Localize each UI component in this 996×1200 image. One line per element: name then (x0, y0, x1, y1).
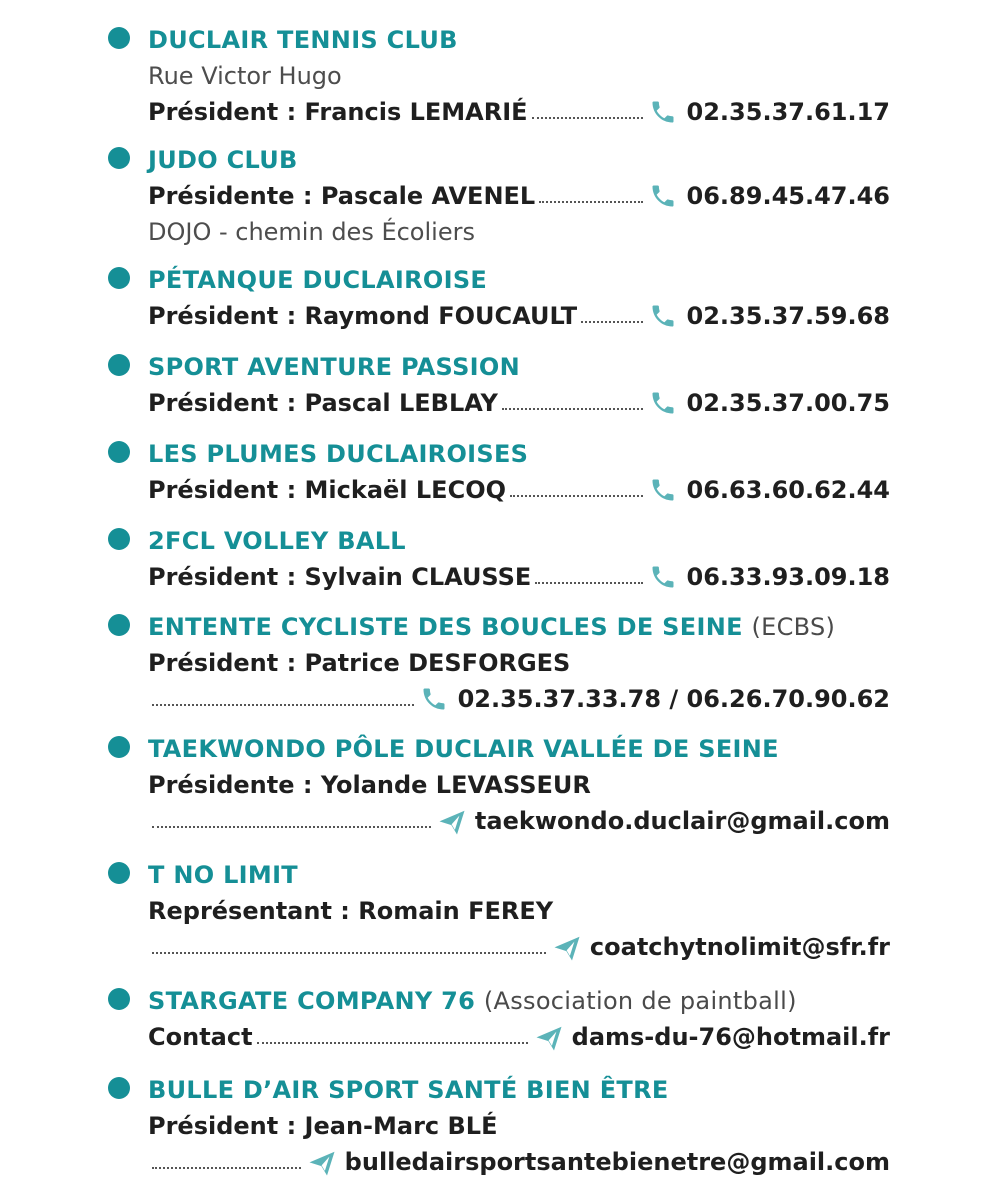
contact-person: Président : Jean-Marc BLÉ (148, 1112, 498, 1140)
club-details (148, 349, 890, 421)
club-name (148, 857, 890, 893)
contact-row (148, 472, 890, 508)
contact-person: Président : Patrice DESFORGES (148, 649, 571, 677)
contact-row (148, 94, 890, 130)
send-icon (552, 933, 580, 961)
club-name (148, 983, 890, 1019)
email-address[interactable]: bulledairsportsantebienetre@gmail.com (344, 1148, 890, 1176)
contact-row (148, 298, 890, 334)
club-details (148, 609, 890, 717)
contact-row (148, 1144, 890, 1180)
dotted-leader (152, 704, 414, 706)
dotted-leader (535, 582, 642, 584)
contact-person: Président : Raymond FOUCAULT (148, 302, 578, 330)
club-name (148, 436, 890, 472)
email-address[interactable]: dams-du-76@hotmail.fr (571, 1023, 890, 1051)
contact-person: Contact (148, 1023, 253, 1051)
contact-person: Représentant : Romain FEREY (148, 897, 554, 925)
phone-icon (649, 389, 677, 417)
phone-icon (649, 563, 677, 591)
dotted-leader (152, 1167, 301, 1169)
club-details (148, 1072, 890, 1180)
club-name-text: DUCLAIR TENNIS CLUB (148, 26, 458, 54)
bullet-icon (108, 988, 130, 1010)
contact-row (148, 559, 890, 595)
phone-number[interactable]: 06.63.60.62.44 (686, 476, 890, 504)
club-name (148, 1072, 890, 1108)
club-details (148, 142, 890, 250)
club-name-text: ENTENTE CYCLISTE DES BOUCLES DE SEINE (148, 613, 743, 641)
club-name-text: BULLE D’AIR SPORT SANTÉ BIEN ÊTRE (148, 1076, 669, 1104)
phone-number[interactable]: 02.35.37.33.78 / 06.26.70.90.62 (457, 685, 890, 713)
phone-icon (420, 685, 448, 713)
bullet-icon (108, 27, 130, 49)
bullet-icon (108, 354, 130, 376)
club-details (148, 857, 890, 965)
club-name (148, 22, 890, 58)
contact-row (148, 929, 890, 965)
club-name-text: JUDO CLUB (148, 146, 298, 174)
dotted-leader (502, 408, 643, 410)
club-details (148, 983, 890, 1055)
club-note: (Association de paintball) (483, 987, 797, 1015)
bullet-icon (108, 147, 130, 169)
phone-icon (649, 476, 677, 504)
contact-person: Président : Mickaël LECOQ (148, 476, 506, 504)
dotted-leader (257, 1042, 528, 1044)
club-details (148, 731, 890, 839)
contact-row (148, 385, 890, 421)
bullet-icon (108, 736, 130, 758)
bullet-icon (108, 1077, 130, 1099)
club-name (148, 142, 890, 178)
club-name-text: STARGATE COMPANY 76 (148, 987, 476, 1015)
phone-number[interactable]: 06.89.45.47.46 (686, 182, 890, 210)
club-name (148, 349, 890, 385)
phone-number[interactable]: 06.33.93.09.18 (686, 563, 890, 591)
phone-icon (649, 302, 677, 330)
contact-row (148, 178, 890, 214)
email-address[interactable]: taekwondo.duclair@gmail.com (474, 807, 890, 835)
club-note: (ECBS) (751, 613, 836, 641)
club-details (148, 262, 890, 334)
contact-person: Président : Pascal LEBLAY (148, 389, 498, 417)
dotted-leader (510, 495, 643, 497)
bullet-icon (108, 441, 130, 463)
contact-row (148, 681, 890, 717)
phone-number[interactable]: 02.35.37.00.75 (686, 389, 890, 417)
club-details (148, 22, 890, 130)
club-name (148, 731, 890, 767)
contact-row (148, 1019, 890, 1055)
bullet-icon (108, 862, 130, 884)
contact-person: Présidente : Yolande LEVASSEUR (148, 771, 591, 799)
phone-number[interactable]: 02.35.37.59.68 (686, 302, 890, 330)
dotted-leader (539, 201, 642, 203)
club-name-text: TAEKWONDO PÔLE DUCLAIR VALLÉE DE SEINE (148, 735, 779, 763)
contact-person: Président : Sylvain CLAUSSE (148, 563, 532, 591)
club-name-text: PÉTANQUE DUCLAIROISE (148, 266, 488, 294)
club-name-text: SPORT AVENTURE PASSION (148, 353, 520, 381)
send-icon (534, 1023, 562, 1051)
contact-person: Président : Francis LEMARIÉ (148, 98, 528, 126)
send-icon (307, 1148, 335, 1176)
phone-icon (649, 98, 677, 126)
club-name (148, 609, 890, 645)
dotted-leader (152, 826, 431, 828)
contact-row (148, 803, 890, 839)
bullet-icon (108, 528, 130, 550)
contact-person: Présidente : Pascale AVENEL (148, 182, 536, 210)
club-name-text: LES PLUMES DUCLAIROISES (148, 440, 529, 468)
club-name (148, 262, 890, 298)
dotted-leader (532, 117, 643, 119)
club-name-text: 2FCL VOLLEY BALL (148, 527, 406, 555)
club-address: DOJO - chemin des Écoliers (148, 218, 475, 246)
send-icon (437, 807, 465, 835)
email-address[interactable]: coatchytnolimit@sfr.fr (589, 933, 890, 961)
dotted-leader (152, 952, 546, 954)
phone-number[interactable]: 02.35.37.61.17 (686, 98, 890, 126)
bullet-icon (108, 267, 130, 289)
bullet-icon (108, 614, 130, 636)
club-address: Rue Victor Hugo (148, 62, 342, 90)
club-details (148, 523, 890, 595)
phone-icon (649, 182, 677, 210)
club-name (148, 523, 890, 559)
club-details (148, 436, 890, 508)
dotted-leader (581, 321, 642, 323)
club-name-text: T NO LIMIT (148, 861, 298, 889)
